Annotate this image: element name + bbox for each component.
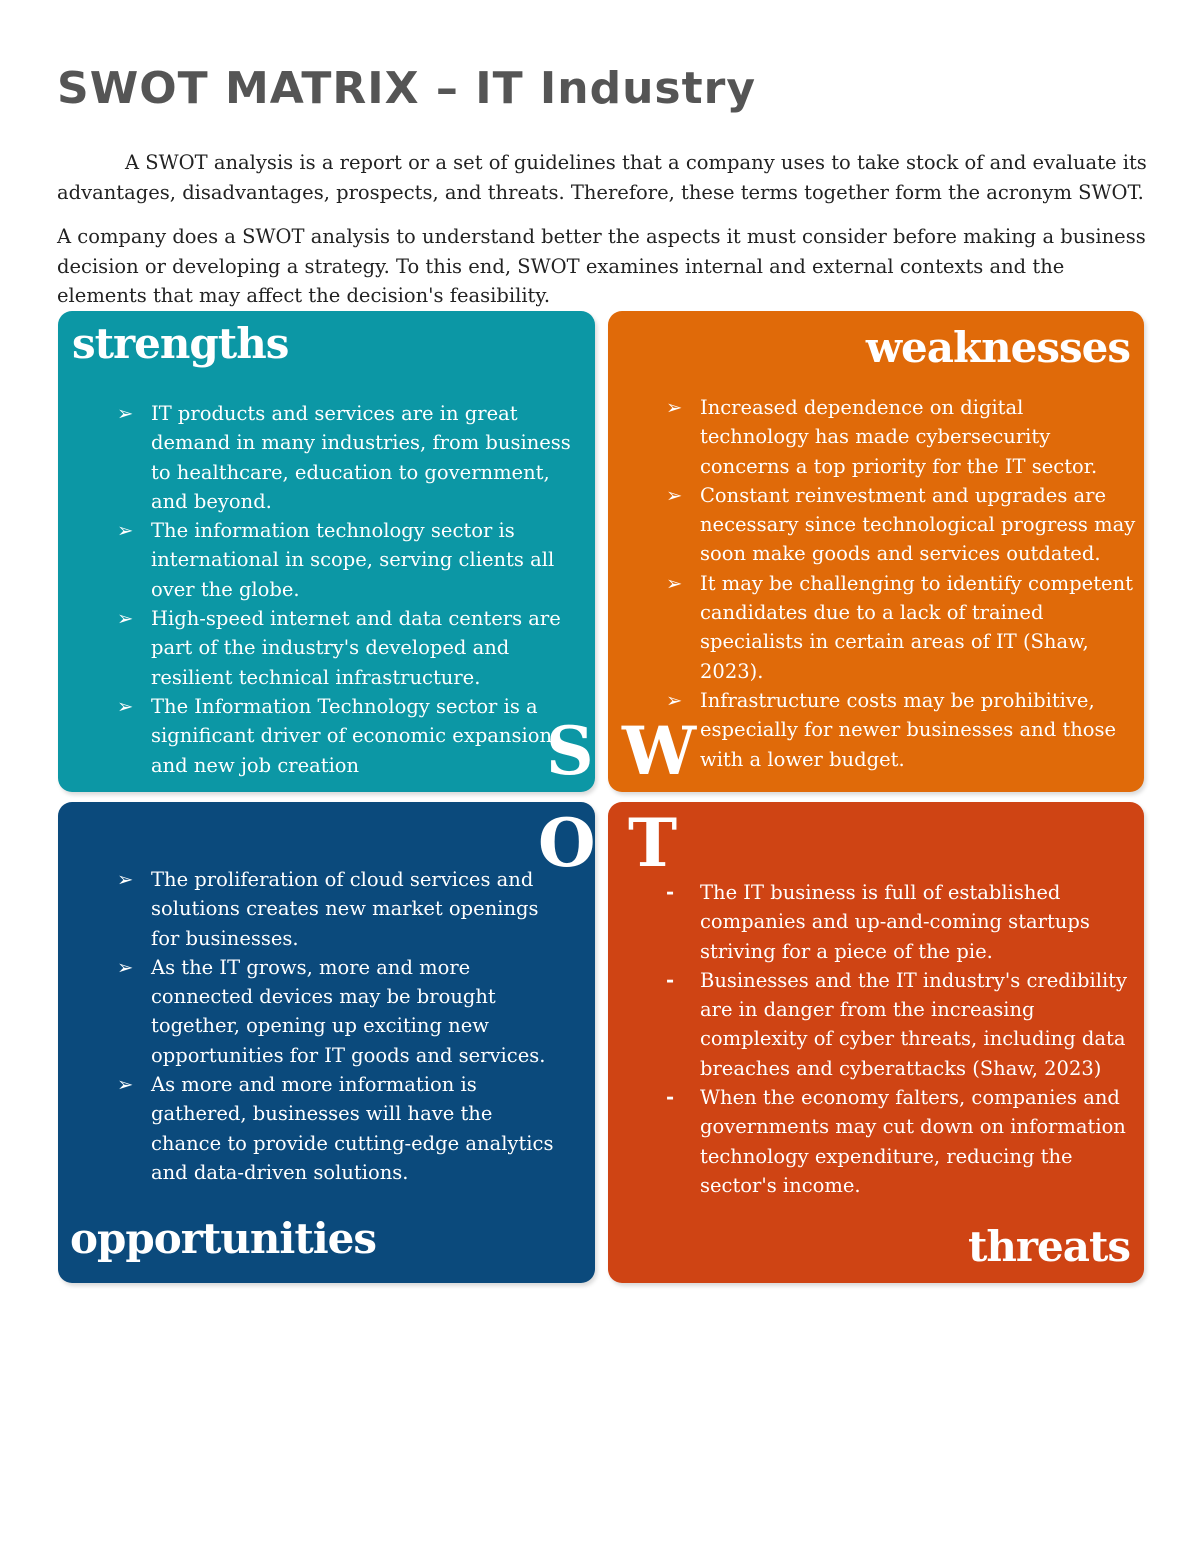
intro-paragraph: A SWOT analysis is a report or a set of guidelines that a company uses to take stock of and evaluate its advantages, disadvantages, prospects, and threats. Therefore, these terms together form the acronym SWOT.: [57, 151, 1147, 204]
opportunities-panel: [58, 802, 595, 1283]
arrow-bullet-icon: ➢: [666, 571, 683, 595]
list-item-text: As more and more information is gathered, businesses will have the chance to provide cutting-edge analytics and data-driven solutions.: [151, 1073, 554, 1184]
list-item-text: The information technology sector is international in scope, serving clients all over the globe.: [151, 519, 555, 601]
threats-panel: [608, 802, 1144, 1283]
list-item-text: The IT business is full of established companies and up-and-coming startups striving for a piece of the pie.: [700, 881, 1090, 963]
list-item: [117, 692, 587, 780]
arrow-bullet-icon: ➢: [117, 519, 134, 543]
arrow-bullet-icon: ➢: [666, 688, 683, 712]
list-item: [117, 399, 587, 516]
strengths-heading: strengths: [72, 319, 289, 368]
strengths-list: [117, 399, 587, 780]
list-item-text: High-speed internet and data centers are part of the industry's developed and resilient technical infrastructure.: [151, 607, 561, 689]
arrow-bullet-icon: ➢: [117, 607, 134, 631]
list-item-text: As the IT grows, more and more connected devices may be brought together, opening up exciting new opportunities for IT goods and services.: [151, 955, 546, 1067]
list-item: [666, 393, 1136, 481]
dash-bullet-icon: -: [666, 1086, 675, 1110]
arrow-bullet-icon: ➢: [666, 396, 683, 419]
weaknesses-list: [666, 393, 1136, 774]
strengths-letter: S: [546, 712, 594, 790]
list-item: [666, 878, 1136, 966]
opportunities-letter: O: [538, 804, 595, 882]
list-item-text: When the economy falters, companies and governments may cut down on information technology expenditure, reducing the sector's income.: [700, 1086, 1126, 1197]
list-item: [117, 604, 587, 692]
strengths-panel: [58, 311, 595, 792]
threats-list: [666, 878, 1136, 1200]
arrow-bullet-icon: ➢: [117, 1073, 134, 1097]
list-item-text: The Information Technology sector is a significant driver of economic expansion and new job creation: [151, 694, 553, 777]
dash-bullet-icon: -: [666, 968, 675, 992]
list-item: [666, 1083, 1136, 1200]
list-item-text: Constant reinvestment and upgrades are necessary since technological progress may soon make goods and services outdated.: [700, 483, 1136, 566]
arrow-bullet-icon: ➢: [117, 402, 134, 425]
opportunities-heading: opportunities: [70, 1214, 377, 1263]
arrow-bullet-icon: ➢: [117, 868, 134, 891]
list-item-text: The proliferation of cloud services and solutions creates new market openings for businesses.: [151, 868, 539, 950]
arrow-bullet-icon: ➢: [666, 483, 683, 507]
list-item: [666, 569, 1136, 686]
list-item-text: IT products and services are in great demand in many industries, from business to healthcare, education to government, and beyond.: [151, 402, 571, 513]
list-item: [666, 481, 1136, 569]
intro-paragraph: A company does a SWOT analysis to understand better the aspects it must consider before making a business decision or developing a strategy. To this end, SWOT examines internal and external contexts and the elements that may affect the decision's feasibility.: [57, 225, 1146, 307]
arrow-bullet-icon: ➢: [117, 955, 134, 979]
list-item-text: Businesses and the IT industry's credibility are in danger from the increasing complexity of cyber threats, including data breaches and cyberattacks (Shaw, 2023): [700, 968, 1128, 1080]
list-item: [117, 516, 587, 604]
list-item: [666, 686, 1136, 774]
threats-heading: threats: [967, 1222, 1130, 1271]
list-item: [666, 966, 1136, 1083]
list-item-text: Increased dependence on digital technology has made cybersecurity concerns a top priority for the IT sector.: [700, 396, 1098, 478]
list-item-text: It may be challenging to identify competent candidates due to a lack of trained specialists in certain areas of IT (Shaw, 2023).: [700, 571, 1133, 683]
weaknesses-panel: [608, 311, 1144, 792]
list-item-text: Infrastructure costs may be prohibitive, especially for newer businesses and those with a lower budget.: [700, 688, 1117, 771]
list-item: [117, 865, 557, 953]
dash-bullet-icon: -: [666, 881, 675, 904]
threats-letter: T: [628, 804, 678, 882]
opportunities-list: [117, 865, 557, 1187]
weaknesses-letter: W: [622, 712, 697, 790]
list-item: [117, 953, 557, 1070]
arrow-bullet-icon: ➢: [117, 694, 134, 718]
page-title: SWOT MATRIX – IT Industry: [57, 63, 757, 114]
weaknesses-heading: weaknesses: [865, 323, 1130, 372]
list-item: [117, 1070, 557, 1187]
